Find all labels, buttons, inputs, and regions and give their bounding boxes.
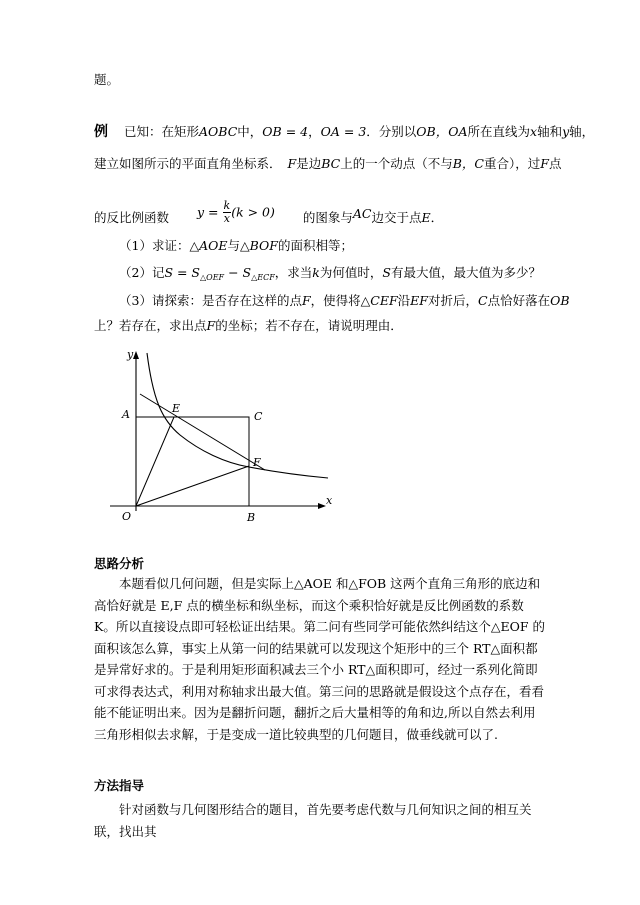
problem-line-3: 的反比例函数 y = $\frac{k}{x}$ (k > 0) 的图象与AC边交于点E．	[94, 199, 444, 225]
top-fragment: 题。	[94, 72, 120, 87]
label-c: C	[254, 410, 263, 423]
x-axis-arrow	[318, 503, 326, 509]
coordinate-figure	[110, 345, 370, 535]
problem-line-2: 建立如图所示的平面直角坐标系． F是边BC上的一个动点（不与B，C重合），过F点	[94, 156, 562, 171]
problem-label: 例	[94, 124, 108, 140]
question-1: （1）求证：△AOE与△BOF的面积相等；	[119, 238, 353, 253]
label-e: E	[172, 402, 181, 415]
analysis-heading: 思路分析	[94, 556, 145, 571]
fraction-k-over-x: $\frac{k}{x}$	[223, 199, 231, 225]
label-f: F	[253, 456, 261, 469]
hyperbola-curve	[147, 353, 328, 478]
method-heading: 方法指导	[94, 778, 145, 793]
question-3-line-2: 上？若存在，求出点F的坐标；若不存在，请说明理由．	[94, 318, 403, 333]
question-3: （3）请探索：是否存在这样的点F，使得将△CEF沿EF对折后，C点恰好落在OB	[119, 293, 570, 308]
method-text: 针对函数与几何图形结合的题目，首先要考虑代数与几何知识之间的相互关联，找出其	[94, 802, 532, 839]
label-a: A	[122, 408, 130, 421]
label-b: B	[247, 511, 256, 524]
y-axis-arrow	[133, 351, 139, 359]
analysis-text: 本题看似几何问题，但是实际上△AOE 和△FOB 这两个直角三角形的底边和高恰好就是 E,F 点的横坐标和纵坐标，而这个乘积恰好就是反比例函数的系数 K。所以直接设点即可轻松证出结果。第二问有些同学可能依然纠结这个△EOF 的面积该怎么算，事实上从第一问的结果就可以发现这个矩形中的三个 RT△面积都是异常好求的。于是利用矩形面积减去三个小 RT△面积即可，经过一系列化简即可求得表达式，利用对称轴求出最大值。第三问的思路就是假设这个点存在，看看能不能证明出来。因为是翻折问题，翻折之后大量相等的角和边,所以自然去利用三角形相似去求解，于是变成一道比较典型的几何题目，做垂线就可以了.	[94, 576, 545, 742]
label-o: O	[122, 510, 132, 523]
segment-of	[136, 466, 249, 506]
segment-oe	[136, 417, 174, 506]
question-2: （2）记$S = S_{\triangle OEF} - S_{\triangle ECF}$，求当k为何值时，S有最大值，最大值为多少？	[119, 265, 541, 282]
rectangle-aobc	[136, 417, 249, 506]
line-ef	[140, 394, 265, 470]
problem-line-1: 例 已知：在矩形AOBC中，OB = 4，OA = 3．分别以OB，OA所在直线为x轴和y轴，	[94, 124, 595, 140]
label-x: x	[326, 494, 333, 507]
label-y: y	[127, 348, 134, 361]
